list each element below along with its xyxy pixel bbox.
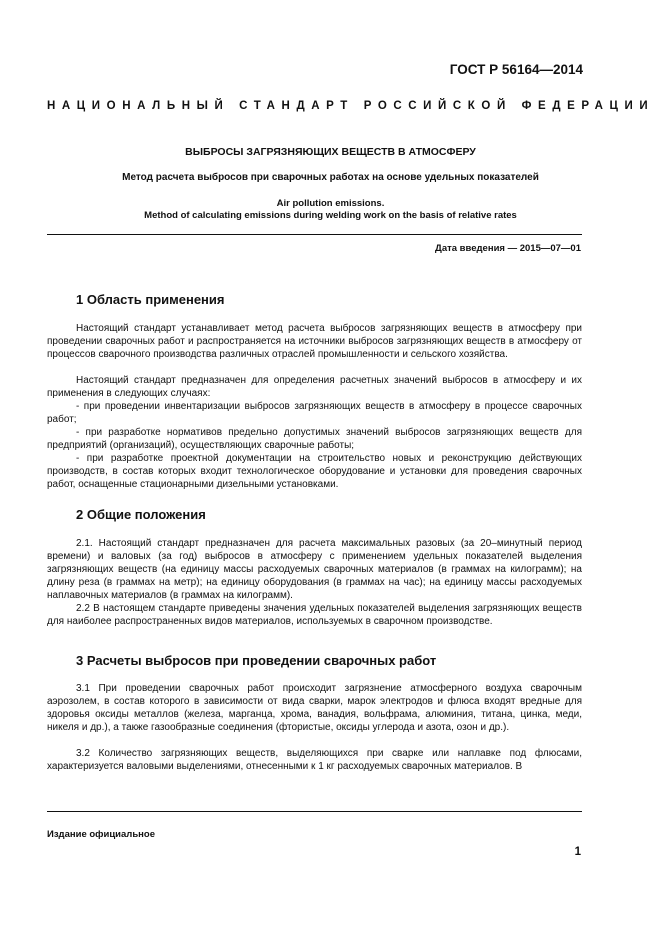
section-2-heading: 2 Общие положения <box>76 507 206 522</box>
section-1-paragraph-1: Настоящий стандарт устанавливает метод расчета выбросов загрязняющих веществ в атмосферу при проведении сварочных работ и распространяется на источники выбросов загрязняющих веществ в атмосферу от процессов сварочного производства различных отраслей промышленности и сельского хозяйства. <box>47 323 582 360</box>
edition-note: Издание официальное <box>47 829 155 840</box>
section-3-paragraph-2: 3.2 Количество загрязняющих веществ, выделяющихся при сварке или наплавке под флюсами, характеризуется валовыми выделениями, отнесенными к 1 кг расходуемых сварочных материалов. В <box>47 748 582 772</box>
standard-title: НАЦИОНАЛЬНЫЙ СТАНДАРТ РОССИЙСКОЙ ФЕДЕРАЦИИ <box>47 100 655 112</box>
section-3-paragraph-1: 3.1 При проведении сварочных работ происходит загрязнение атмосферного воздуха сварочным аэрозолем, в состав которого в зависимости от вида сварки, марок электродов и флюса входят вредные для здоровья оксиды металлов (железа, марганца, хрома, ванадия, вольфрама, алюминия, титана, цинка, меди, никеля и др.), а также газообразные соединения (фтористые, оксиды углерода и азота, озон и др.). <box>47 683 582 733</box>
document-subtitle-ru: Метод расчета выбросов при сварочных работах на основе удельных показателей <box>122 172 539 183</box>
document-title-ru: ВЫБРОСЫ ЗАГРЯЗНЯЮЩИХ ВЕЩЕСТВ В АТМОСФЕРУ <box>185 146 476 158</box>
title-en-line-1: Air pollution emissions. <box>276 198 385 209</box>
title-divider <box>47 234 582 235</box>
section-2-paragraph-1: 2.1. Настоящий стандарт предназначен для расчета максимальных разовых (за 20–минутный период времени) и валовых (за год) выбросов в атмосферу с применением удельных показателей выделения загрязняющих веществ (на единицу массы расходуемых сварочных материалов (в граммах на килограмм); на длину реза (в граммах на метр); на единицу оборудования (в граммах на час); на единицу массы расходуемых наплавочных материалов (в граммах на килограмм). <box>47 538 582 601</box>
section-1-list-item-1: - при проведении инвентаризации выбросов загрязняющих веществ в атмосферу в процессе сварочных работ; <box>47 401 582 425</box>
section-1-heading: 1 Область применения <box>76 292 225 307</box>
section-1-list-item-2: - при разработке нормативов предельно допустимых значений выбросов загрязняющих веществ для предприятий (организаций), осуществляющих сварочные работы; <box>47 427 582 451</box>
footer-divider <box>47 811 582 812</box>
page-number: 1 <box>574 846 581 858</box>
section-1-list-item-3: - при разработке проектной документации на строительство новых и реконструкцию действующих производств, в состав которых входит технологическое оборудование и установки для проведения сварочных работ, оснащенные стационарными дизельными установками. <box>47 453 582 490</box>
document-code: ГОСТ Р 56164—2014 <box>449 62 583 77</box>
introduction-date: Дата введения — 2015—07—01 <box>435 243 581 254</box>
title-en-line-2: Method of calculating emissions during welding work on the basis of relative rates <box>144 210 517 221</box>
section-3-heading: 3 Расчеты выбросов при проведении сварочных работ <box>76 653 437 668</box>
section-1-paragraph-2: Настоящий стандарт предназначен для определения расчетных значений выбросов в атмосферу и их применения в следующих случаях: <box>47 375 582 399</box>
document-title-en <box>47 198 614 222</box>
section-2-paragraph-2: 2.2 В настоящем стандарте приведены значения удельных показателей выделения загрязняющих веществ для наиболее распространенных видов материалов, используемых в сварочном производстве. <box>47 603 582 627</box>
